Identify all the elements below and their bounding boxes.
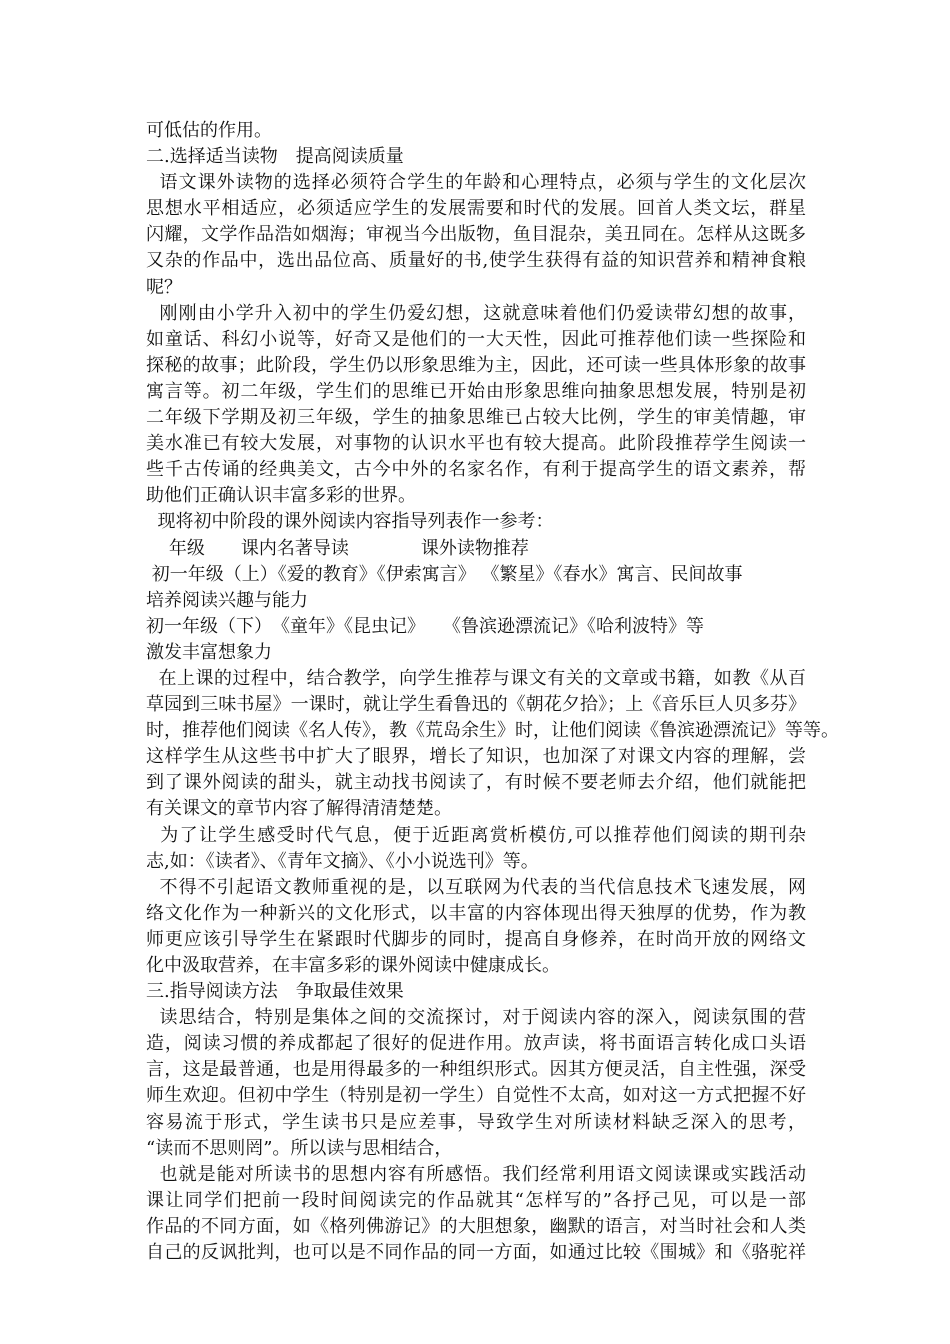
- text-line: 师生欢迎。但初中学生（特别是初一学生）自觉性不太高，如对这一方式把握不好: [146, 1085, 806, 1107]
- text-line: 闪耀，文学作品浩如烟海；审视当今出版物，鱼目混杂，美丑同在。怎样从这既多: [146, 224, 806, 246]
- text-line: 助他们正确认识丰富多彩的世界。: [146, 485, 416, 507]
- text-line: 可低估的作用。: [146, 120, 272, 141]
- text-line: 志,如：《读者》、《青年文摘》、《小小说选刊》等。: [146, 850, 539, 872]
- text-line: 容易流于形式，学生读书只是应差事，导致学生对所读材料缺乏深入的思考，: [146, 1111, 806, 1133]
- text-line: 又杂的作品中，选出品位高、质量好的书,使学生获得有益的知识营养和精神食粮: [146, 250, 806, 272]
- text-line: “读而不思则罔”。所以读与思相结合，: [146, 1137, 453, 1159]
- table-header-row: 年级 课内名著导读 课外读物推荐: [146, 537, 529, 559]
- table-row: 初一年级（下） 《童年》《昆虫记》 《鲁滨逊漂流记》《哈利波特》等: [146, 615, 704, 637]
- text-line: 在上课的过程中，结合教学，向学生推荐与课文有关的文章或书籍，如教《从百: [146, 667, 806, 689]
- text-line: 为了让学生感受时代气息，便于近距离赏析模仿,可以推荐他们阅读的期刊杂: [146, 824, 806, 846]
- text-line: 美水准已有较大发展，对事物的认识水平也有较大提高。此阶段推荐学生阅读一: [146, 433, 806, 455]
- table-row: 培养阅读兴趣与能力: [146, 589, 308, 611]
- text-line: 现将初中阶段的课外阅读内容指导列表作一参考：: [146, 511, 554, 533]
- text-line: 思想水平相适应，必须适应学生的发展需要和时代的发展。回首人类文坛，群星: [146, 198, 806, 220]
- text-line: 言，这是最普通，也是用得最多的一种组织形式。因其方便灵活，自主性强，深受: [146, 1059, 806, 1081]
- text-line: 化中汲取营养，在丰富多彩的课外阅读中健康成长。: [146, 955, 560, 976]
- text-line: 呢？: [146, 276, 182, 298]
- table-row: 激发丰富想象力: [146, 641, 272, 663]
- text-line: 读思结合，特别是集体之间的交流探讨，对于阅读内容的深入，阅读氛围的营: [146, 1007, 806, 1029]
- text-line: 时，推荐他们阅读《名人传》，教《荒岛余生》时，让他们阅读《鲁滨逊漂流记》等等。: [146, 720, 839, 742]
- text-line: 到了课外阅读的甜头，就主动找书阅读了，有时候不要老师去介绍，他们就能把: [146, 772, 806, 794]
- text-line: 如童话、科幻小说等，好奇又是他们的一大天性，因此可推荐他们读一些探险和: [146, 328, 806, 350]
- text-line: 寓言等。初二年级，学生们的思维已开始由形象思维向抽象思想发展，特别是初: [146, 380, 806, 402]
- text-line: 这样学生从这些书中扩大了眼界，增长了知识，也加深了对课文内容的理解，尝: [146, 746, 806, 768]
- table-row: 初一年级（上）《爱的教育》《伊索寓言》 《繁星》《春水》寓言、民间故事: [146, 563, 743, 585]
- text-line: 课让同学们把前一段时间阅读完的作品就其“怎样写的”各抒己见，可以是一部: [146, 1189, 806, 1211]
- text-line: 探秘的故事；此阶段，学生仍以形象思维为主，因此，还可读一些具体形象的故事: [146, 354, 806, 376]
- text-line: 自己的反讽批判，也可以是不同作品的同一方面，如通过比较《围城》和《骆驼祥: [146, 1242, 806, 1264]
- text-line: 也就是能对所读书的思想内容有所感悟。我们经常利用语文阅读课或实践活动: [146, 1163, 806, 1185]
- text-line: 语文课外读物的选择必须符合学生的年龄和心理特点，必须与学生的文化层次: [146, 172, 806, 194]
- section-heading: 三.指导阅读方法 争取最佳效果: [146, 981, 404, 1003]
- document-page: [146, 118, 839, 1266]
- text-line: 些千古传诵的经典美文，古今中外的名家名作，有利于提高学生的语文素养，帮: [146, 459, 806, 481]
- text-line: 不得不引起语文教师重视的是，以互联网为代表的当代信息技术飞速发展，网: [146, 876, 806, 898]
- text-line: 造，阅读习惯的养成都起了很好的促进作用。放声读，将书面语言转化成口头语: [146, 1033, 806, 1055]
- text-line: 师更应该引导学生在紧跟时代脚步的同时，提高自身修养，在时尚开放的网络文: [146, 928, 806, 950]
- text-line: 络文化作为一种新兴的文化形式，以丰富的内容体现出得天独厚的优势，作为教: [146, 902, 806, 924]
- text-line: 草园到三味书屋》一课时，就让学生看鲁迅的《朝花夕拾》；上《音乐巨人贝多芬》: [146, 694, 806, 716]
- text-line: 二年级下学期及初三年级，学生的抽象思维已占较大比例，学生的审美情趣，审: [146, 407, 806, 429]
- text-line: 刚刚由小学升入初中的学生仍爱幻想，这就意味着他们仍爱读带幻想的故事，: [146, 302, 806, 324]
- text-line: 作品的不同方面，如《格列佛游记》的大胆想象，幽默的语言，对当时社会和人类: [146, 1215, 806, 1237]
- section-heading: 二.选择适当读物 提高阅读质量: [146, 146, 404, 168]
- text-line: 有关课文的章节内容了解得清清楚楚。: [146, 798, 452, 820]
